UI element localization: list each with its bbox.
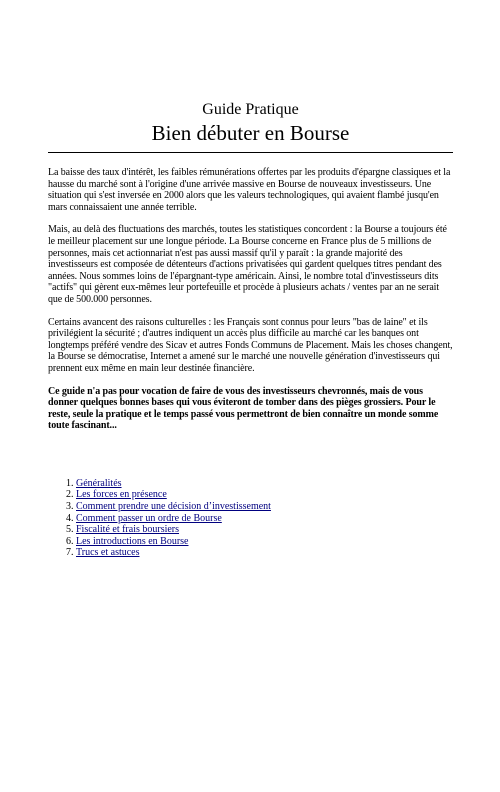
toc-link-fiscalite[interactable]: Fiscalité et frais boursiers xyxy=(76,524,180,536)
toc-link-decision[interactable]: Comment prendre une décision d’investissement xyxy=(76,501,271,513)
toc-item xyxy=(76,489,453,501)
toc-item xyxy=(76,524,453,536)
title-divider xyxy=(48,152,453,153)
toc-item xyxy=(76,536,453,548)
document-page xyxy=(48,100,453,559)
document-subtitle: Guide Pratique xyxy=(202,101,299,118)
document-title: Bien débuter en Bourse xyxy=(151,121,350,145)
intro-paragraph-3: Certains avancent des raisons culturelles : les Français sont connus pour leurs "bas de laine" et ils privilégient la sécurité ; d'autres indiquent un accès plus difficile au marché car les banques ont longtemps préféré vendre des Sicav et autres Fonds Communs de Placement. Mais les choses changent, la Bourse se démocratise, Internet a amené sur le marché une nouvelle génération d'investisseurs qui prennent eux même en main leur destinée financière. xyxy=(48,316,453,374)
toc-link-ordre[interactable]: Comment passer un ordre de Bourse xyxy=(76,512,222,524)
toc-item xyxy=(76,513,453,525)
toc-link-generalites[interactable]: Généralités xyxy=(76,477,122,489)
toc-item xyxy=(76,547,453,559)
intro-paragraph-2: Mais, au delà des fluctuations des marchés, toutes les statistiques concordent : la Bourse a toujours été le meilleur placement sur une longue période. La Bourse concerne en France plus de 5 millions de personnes, mais cet actionnariat n'est pas aussi massif qu'il y paraît : la grande majorité des investisseurs est composée de détenteurs d'actions privatisées qui gardent quelques titres pendant des années. Nous sommes loins de l'épargnant-type américain. Ainsi, le nombre total d'investisseurs dits "actifs" qui gèrent eux-mêmes leur portefeuille et procède à plusieurs achats / ventes par an ne serait que de 500.000 personnes. xyxy=(48,224,447,305)
toc-item xyxy=(76,501,453,513)
toc-link-introductions[interactable]: Les introductions en Bourse xyxy=(76,535,189,547)
intro-paragraph-1: La baisse des taux d'intérêt, les faibles rémunérations offertes par les produits d'épargne classiques et la hausse du marché sont à l'origine d'une arrivée massive en Bourse de nouveaux investisseurs. Une situation qui s'est inversée en 2000 alors que les valeurs technologiques, qui avaient flambé jusqu'en mars connaissaient une année terrible. xyxy=(48,167,451,213)
guide-purpose-paragraph: Ce guide n'a pas pour vocation de faire de vous des investisseurs chevronnés, mais de vous donner quelques bonnes bases qui vous éviteront de tomber dans des pièges grossiers. Pour le reste, seule la pratique et le temps passé vous permettront de bien connaître un monde somme toute fascinant... xyxy=(48,385,439,432)
table-of-contents xyxy=(48,478,453,559)
toc-link-forces[interactable]: Les forces en présence xyxy=(76,489,167,501)
toc-link-astuces[interactable]: Trucs et astuces xyxy=(76,547,140,559)
toc-item xyxy=(76,478,453,490)
